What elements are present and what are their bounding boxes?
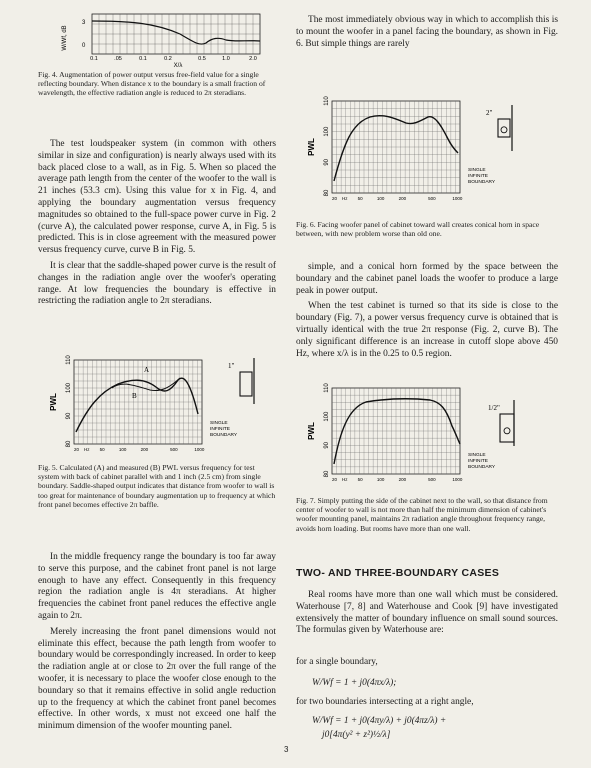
fig5-ylabel: PWL — [49, 393, 58, 411]
fig5-xtick-1: Hz — [84, 447, 90, 452]
fig6-xtick-0: 20 — [332, 196, 338, 201]
fig7-xtick-6: 1000 — [452, 477, 463, 482]
fig4-ylabel: W/Wf, dB — [62, 25, 68, 51]
fig4-svg — [60, 10, 265, 68]
fig6-woofer — [501, 127, 507, 133]
fig7-ytick-0: 110 — [324, 383, 330, 393]
equation-2b: j0[4π(y² + z²)½/λ] — [322, 730, 391, 740]
fig4-xtick-2: 0.1 — [139, 56, 147, 62]
right-column-top — [296, 15, 558, 54]
fig5-side-label: INFINITE — [210, 427, 230, 432]
fig5-svg — [49, 352, 282, 458]
fig5-curve-label-a: A — [144, 366, 150, 374]
fig6-side-label: INFINITE — [468, 174, 488, 179]
fig6-ylabel: PWL — [307, 138, 316, 156]
right-para-bottom: Real rooms have more than one wall which must be considered. Waterhouse [7, 8] and Waterhouse and Cook [9] have investigated extensively the matter of boundary influence on small sound sources. The formulas given by Waterhouse are: — [296, 590, 558, 636]
fig7-side-label: INFINITE — [468, 459, 488, 464]
fig6-cabinet — [498, 119, 510, 137]
fig7-ytick-1: 100 — [324, 411, 330, 422]
single-boundary-label: for a single boundary, — [296, 657, 378, 667]
left-para-3: In the middle frequency range the boundary is too far away to serve this purpose, and the cabinet front panel is not large enough to have any effect. Consequently in this frequency region the radiation angle is 4π steradians. At higher frequencies the cabinet front panel reduces the effective angle again to 2π. — [38, 552, 276, 621]
fig5-xtick-6: 1000 — [194, 447, 205, 452]
fig7-xtick-3: 100 — [376, 477, 385, 482]
fig5-curve-label-b: B — [132, 392, 137, 400]
left-column-lower — [38, 552, 276, 737]
fig5-ytick-3: 80 — [66, 440, 72, 448]
fig4-ytick-3: 3 — [82, 20, 86, 26]
left-column-upper — [38, 139, 276, 312]
fig5-ytick-1: 100 — [66, 382, 72, 394]
equation-1: W/Wf = 1 + j0(4πx/λ); — [312, 678, 397, 688]
fig6-xtick-2: 50 — [357, 196, 363, 201]
fig7-xtick-0: 20 — [332, 477, 338, 482]
fig5-caption: Fig. 5. Calculated (A) and measured (B) PWL versus frequency for test system with back of cabinet parallel with and 1 inch (2.5 cm) from single boundary. Saddle-shaped output indicates that distance from woofer to wall is too great for maintenance of boundary augmentation up to frequency at which front panel becomes effective 2π baffle. — [38, 463, 276, 509]
two-boundary-label: for two boundaries intersecting at a right angle, — [296, 697, 474, 707]
fig5-cabinet — [240, 372, 252, 396]
fig5-ytick-2: 90 — [66, 412, 72, 420]
fig6-caption: Fig. 6. Facing woofer panel of cabinet toward wall creates conical horn in space between, with new problem worse than old one. — [296, 220, 540, 239]
fig7-ylabel: PWL — [307, 422, 316, 440]
fig7-chart — [307, 382, 550, 492]
fig5-chart — [49, 352, 282, 458]
fig4-xtick-1: .05 — [114, 56, 122, 62]
fig6-xtick-4: 200 — [398, 196, 407, 201]
fig7-xtick-1: Hz — [342, 477, 348, 482]
fig6-ytick-1: 100 — [324, 126, 330, 137]
fig6-ytick-3: 80 — [324, 189, 330, 197]
fig5-side-label: BOUNDARY — [210, 433, 238, 438]
fig7-caption: Fig. 7. Simply putting the side of the cabinet next to the wall, so that distance from center of woofer to wall is not more than half the minimum dimension of cabinet's woofer mounting panel, maintains 2π radiation angle throughout frequency range, avoids horn loading. But rooms have more than one wall. — [296, 496, 548, 533]
fig4-xtick-0: 0.1 — [90, 56, 98, 62]
fig5-xtick-2: 50 — [99, 447, 105, 452]
fig5-inset-dim: 1" — [228, 362, 235, 370]
fig4-xtick-3: 0.2 — [164, 56, 172, 62]
fig5-xtick-3: 100 — [118, 447, 127, 452]
fig7-xtick-2: 50 — [357, 477, 363, 482]
fig7-woofer — [504, 428, 510, 434]
fig6-inset-dim: 2" — [486, 109, 493, 117]
left-para-2: It is clear that the saddle-shaped power curve is the result of changes in the radiation angle over the woofer's operating range. At low frequencies the boundary is effective in restricting the radiation angle to 2π steradians. — [38, 260, 276, 307]
fig6-side-label: SINGLE — [468, 168, 486, 173]
fig6-xtick-3: 100 — [376, 196, 385, 201]
fig4-ytick-0: 0 — [82, 43, 86, 49]
fig4-xtick-6: 2.0 — [249, 56, 257, 62]
fig4-xtick-5: 1.0 — [222, 56, 230, 62]
fig6-xtick-6: 1000 — [452, 196, 463, 201]
fig5-side-label: SINGLE — [210, 421, 228, 426]
fig4-chart — [60, 10, 265, 68]
fig6-ytick-2: 90 — [324, 158, 330, 166]
right-para-top: The most immediately obvious way in which to accomplish this is to mount the woofer in a panel facing the boundary, as shown in Fig. 6. But simple things are rarely — [296, 15, 558, 49]
fig5-xtick-5: 500 — [170, 447, 178, 452]
section-heading: TWO- AND THREE-BOUNDARY CASES — [296, 567, 500, 579]
fig6-svg — [307, 93, 550, 211]
fig4-caption: Fig. 4. Augmentation of power output versus free-field value for a single reflecting boundary. When distance x to the boundary is a small fraction of wavelength, the effective radiation angle is reduced to 2π steradians. — [38, 70, 266, 98]
left-para-1: The test loudspeaker system (in common with others similar in size and configuration) is nearly always used with its back placed close to a wall, as in Fig. 5. When so placed the average path length from the center of the woofer to the wall is 21 inches (53.3 cm). Using this value for x in Fig. 4, and applying the boundary augmentation versus frequency magnitudes so obtained to the full-space power curve in Fig. 2 (curve A), the calculated power response, curve A, in Fig. 5 is predicted. This is in close agreement with the measured power versus frequency curve, curve B in Fig. 5. — [38, 139, 276, 256]
fig7-side-label: BOUNDARY — [468, 465, 496, 470]
left-para-4: Merely increasing the front panel dimensions would not eliminate this effect, because the path length from woofer to boundary would be correspondingly increased. In order to keep the radiation angle at or close to 2π over the full range of the woofer, it is necessary to place the woofer close enough to the boundary so that it remains effective in solid angle reduction up to the frequency at which the cabinet front panel becomes effective. In other words, x must not exceed one half the minimum dimension of the woofer mounting panel. — [38, 626, 276, 732]
fig7-svg — [307, 382, 550, 492]
fig6-chart — [307, 93, 550, 211]
fig6-xtick-5: 500 — [428, 196, 436, 201]
page-number: 3 — [284, 745, 289, 754]
fig7-xtick-5: 500 — [428, 477, 436, 482]
fig6-side-label: BOUNDARY — [468, 180, 496, 185]
fig6-xtick-1: Hz — [342, 196, 348, 201]
fig7-ytick-3: 80 — [324, 470, 330, 478]
right-para-mid2: When the test cabinet is turned so that its side is close to the boundary (Fig. 7), a power versus frequency curve is obtained that is virtually identical with the true 2π response (Fig. 2, curve B). The only significant difference is an increase in cutoff slope above 450 Hz, where x/λ is in the 0.25 to 0.5 region. — [296, 301, 558, 359]
fig7-side-label: SINGLE — [468, 453, 486, 458]
fig5-xtick-4: 200 — [140, 447, 149, 452]
fig7-inset-dim: 1/2" — [488, 404, 500, 412]
equation-2a: W/Wf = 1 + j0(4πy/λ) + j0(4πz/λ) + — [312, 716, 447, 726]
right-column-mid — [296, 262, 558, 364]
fig5-xtick-0: 20 — [74, 447, 80, 452]
fig7-xtick-4: 200 — [398, 477, 407, 482]
fig5-ytick-0: 110 — [66, 355, 72, 365]
right-column-bottom — [296, 590, 558, 641]
fig4-xtick-4: 0.5 — [198, 56, 206, 62]
fig7-curve — [334, 399, 460, 464]
right-para-mid1: simple, and a conical horn formed by the space between the boundary and the cabinet panel loads the woofer to produce a large peak in power output. — [296, 262, 558, 296]
fig7-ytick-2: 90 — [324, 441, 330, 449]
fig4-xlabel: X/λ — [173, 63, 183, 69]
fig6-ytick-0: 110 — [324, 96, 330, 106]
